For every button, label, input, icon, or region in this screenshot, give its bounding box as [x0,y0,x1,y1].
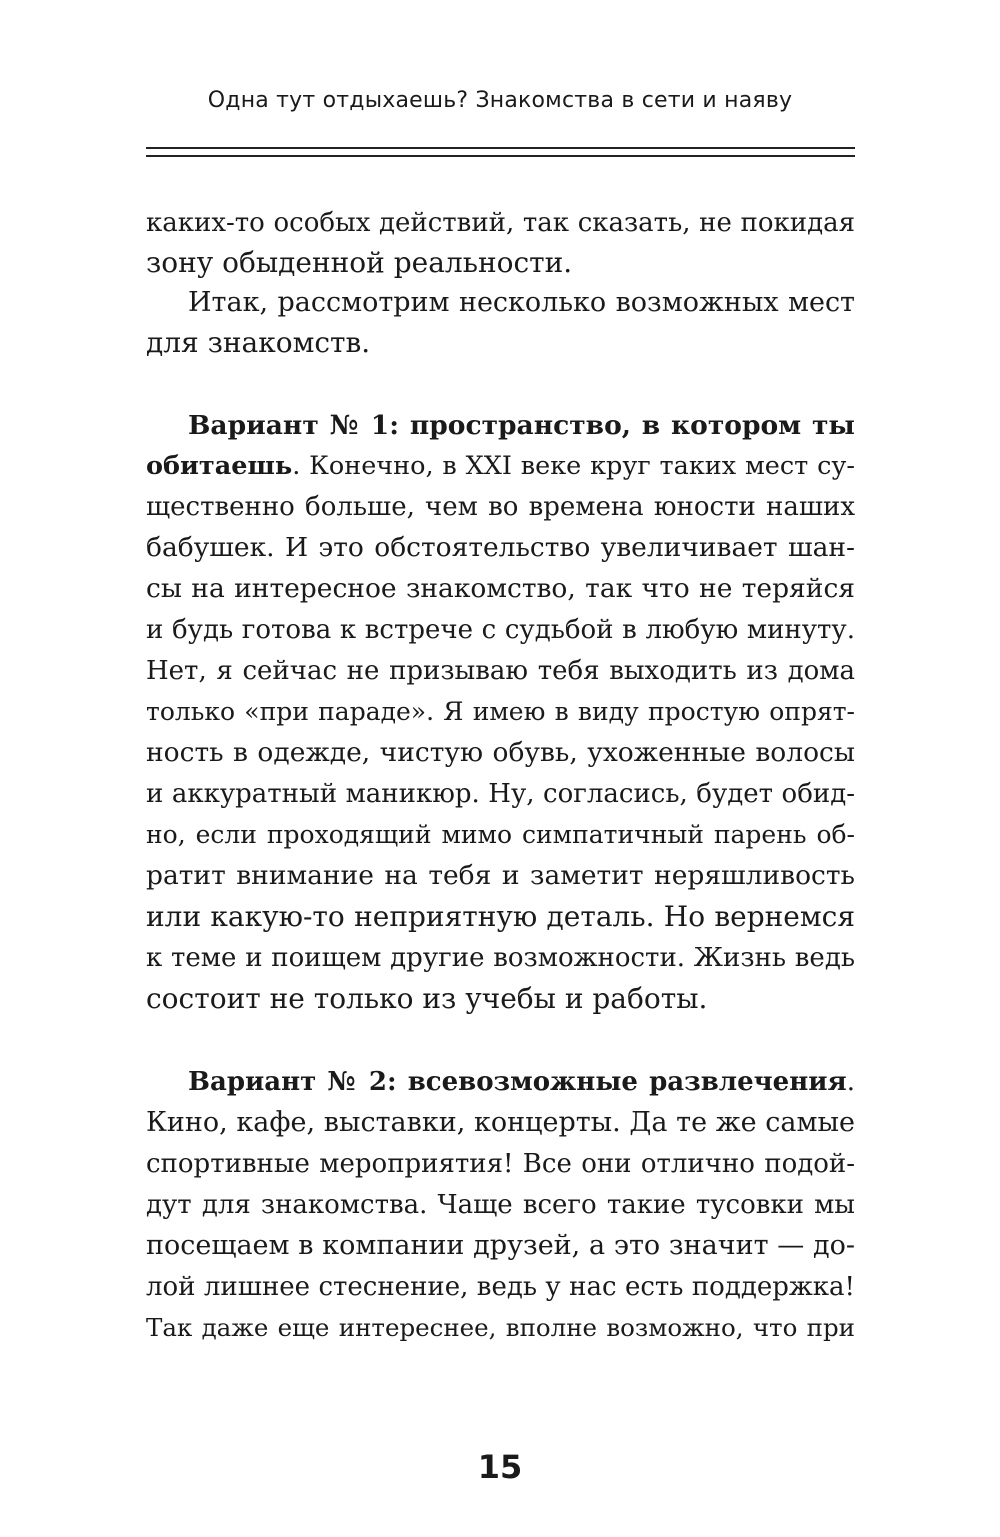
header-rule-bottom [146,155,855,157]
text-line: бабушек. И это обстоятельство увеличивает шан- [146,532,855,563]
text-line: сы на интересное знакомство, так что не теряйся [146,573,855,604]
text-line: дут для знакомства. Чаще всего такие тусовки мы [146,1190,855,1220]
text-line: посещаем в компании друзей, а это значит — до- [146,1230,855,1261]
variant-heading-line [146,406,855,446]
text-line: ность в одежде, чистую обувь, ухоженные волосы [146,737,855,768]
variant-1-heading-end: обитаешь [146,451,293,481]
text-line: лой лишнее стеснение, ведь у нас есть поддержка! [146,1272,855,1302]
text-line: только «при параде». Я имею в виду простую опрят- [146,697,855,726]
text-line: и будь готова к встрече с судьбой в любую минуту. [146,615,855,645]
text-line: щественно больше, чем во времена юности наших [146,492,855,522]
text-line: ратит внимание на тебя и заметит неряшливость [146,860,855,891]
text-line: но, если проходящий мимо симпатичный парень об- [146,820,855,849]
text-line: для знакомств. [146,326,371,359]
variant-1-text-start: . Конечно, в XXI веке круг таких мест су- [292,451,855,481]
variant-heading-line [146,1062,855,1102]
text-line: состоит не только из учебы и работы. [146,982,708,1015]
text-line: спортивные мероприятия! Все они отлично подой- [146,1149,855,1179]
text-line: к теме и поищем другие возможности. Жизнь ведь [146,943,855,973]
header-rule-top [146,147,855,149]
text-line [146,446,855,486]
text-line: каких-то особых действий, так сказать, не покидая [146,208,855,238]
running-head: Одна тут отдыхаешь? Знакомства в сети и наяву [207,88,793,113]
variant-1-heading: Вариант № 1: пространство, в котором ты [188,410,855,441]
text-line: Итак, рассмотрим несколько возможных мест [188,287,855,318]
text-line: и аккуратный маникюр. Ну, согласись, будет обид- [146,779,855,809]
text-line: зону обыденной реальности. [146,246,573,279]
text-line: Кино, кафе, выставки, концерты. Да те же самые [146,1107,855,1138]
variant-2-heading: Вариант № 2: всевозможные развлечения [188,1067,847,1097]
page-number: 15 [477,1448,523,1486]
text-line: или какую-то неприятную деталь. Но вернемся [146,900,855,933]
text-line: Так даже еще интереснее, вполне возможно, что при [146,1313,855,1342]
heading-period: . [846,1067,855,1097]
text-line: Нет, я сейчас не призываю тебя выходить из дома [146,656,855,686]
